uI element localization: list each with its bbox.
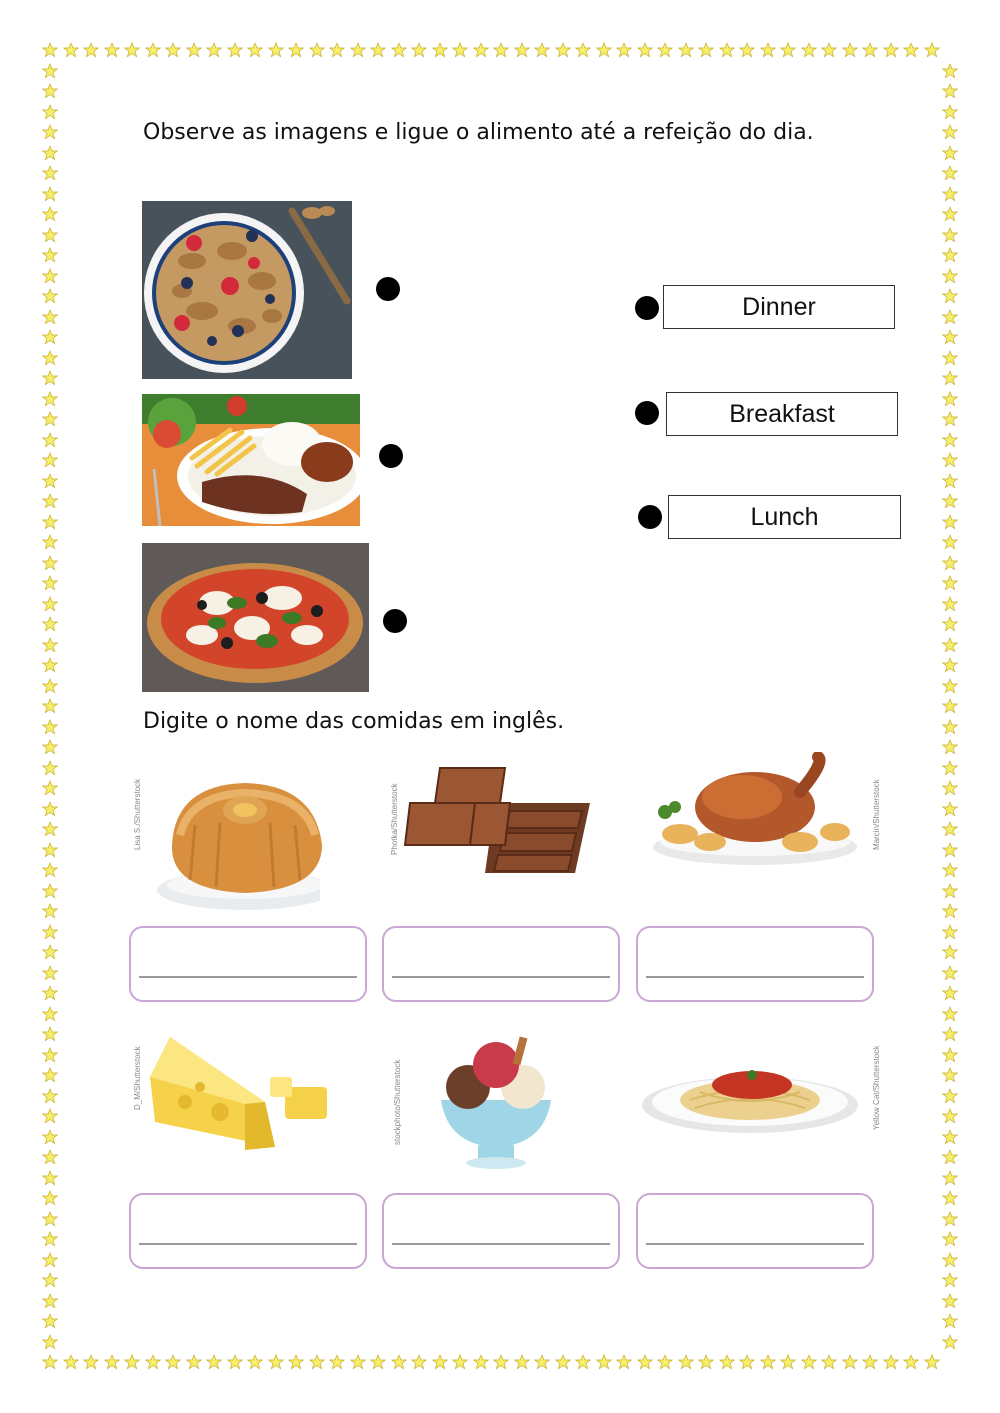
star-icon	[42, 1006, 58, 1022]
star-icon	[942, 186, 958, 202]
photo-2-connector-dot[interactable]	[379, 444, 403, 468]
star-icon	[616, 42, 632, 58]
photo-credit: D_M/Shutterstock	[133, 1046, 142, 1110]
star-icon	[942, 555, 958, 571]
meal-2-connector-dot[interactable]	[635, 401, 659, 425]
star-icon	[42, 247, 58, 263]
bundt-cake-image	[150, 765, 350, 920]
star-icon	[309, 42, 325, 58]
star-icon	[42, 924, 58, 940]
star-icon	[942, 821, 958, 837]
star-icon	[350, 1354, 366, 1370]
star-icon	[924, 42, 940, 58]
star-icon	[432, 42, 448, 58]
star-icon	[842, 1354, 858, 1370]
cheese-image	[145, 1032, 335, 1160]
star-icon	[942, 288, 958, 304]
star-icon	[42, 350, 58, 366]
star-icon	[575, 42, 591, 58]
star-icon	[42, 1272, 58, 1288]
star-icon	[42, 760, 58, 776]
meal-lunch-box	[668, 495, 901, 539]
star-icon	[124, 1354, 140, 1370]
star-icon	[942, 965, 958, 981]
star-icon	[719, 42, 735, 58]
star-icon	[42, 965, 58, 981]
star-icon	[473, 42, 489, 58]
star-icon	[473, 1354, 489, 1370]
star-icon	[370, 1354, 386, 1370]
star-icon	[411, 1354, 427, 1370]
star-icon	[760, 1354, 776, 1370]
star-icon	[942, 1252, 958, 1268]
star-icon	[42, 1252, 58, 1268]
star-icon	[42, 780, 58, 796]
star-icon	[942, 575, 958, 591]
star-icon	[268, 42, 284, 58]
star-icon	[534, 42, 550, 58]
answer-line	[139, 976, 357, 978]
star-icon	[842, 42, 858, 58]
star-icon	[942, 227, 958, 243]
star-icon	[942, 801, 958, 817]
star-icon	[124, 42, 140, 58]
star-icon	[698, 42, 714, 58]
star-icon	[452, 1354, 468, 1370]
star-icon	[942, 739, 958, 755]
star-icon	[942, 391, 958, 407]
star-icon	[942, 760, 958, 776]
star-icon	[942, 719, 958, 735]
star-icon	[42, 1088, 58, 1104]
star-icon	[288, 1354, 304, 1370]
star-icon	[268, 1354, 284, 1370]
star-icon	[942, 1129, 958, 1145]
star-icon	[616, 1354, 632, 1370]
star-icon	[942, 206, 958, 222]
star-icon	[42, 329, 58, 345]
star-icon	[411, 42, 427, 58]
star-icon	[924, 1354, 940, 1370]
star-icon	[42, 391, 58, 407]
star-icon	[575, 1354, 591, 1370]
star-icon	[42, 1129, 58, 1145]
star-icon	[942, 63, 958, 79]
roast-chicken-image	[650, 752, 862, 867]
star-icon	[42, 739, 58, 755]
star-icon	[186, 42, 202, 58]
star-icon	[862, 42, 878, 58]
star-icon	[42, 1026, 58, 1042]
star-icon	[780, 1354, 796, 1370]
star-icon	[42, 903, 58, 919]
photo-credit: Yellow Cat/Shutterstock	[872, 1045, 881, 1130]
star-icon	[42, 145, 58, 161]
type-instruction: Digite o nome das comidas em inglês.	[143, 709, 565, 734]
star-icon	[227, 42, 243, 58]
answer-line	[646, 976, 864, 978]
star-icon	[42, 42, 58, 58]
star-icon	[942, 411, 958, 427]
star-icon	[42, 985, 58, 1001]
star-icon	[942, 534, 958, 550]
star-icon	[596, 42, 612, 58]
star-icon	[942, 473, 958, 489]
star-icon	[942, 1211, 958, 1227]
star-icon	[42, 596, 58, 612]
star-icon	[42, 452, 58, 468]
star-icon	[206, 42, 222, 58]
star-icon	[432, 1354, 448, 1370]
star-icon	[942, 514, 958, 530]
star-icon	[942, 883, 958, 899]
answer-line	[139, 1243, 357, 1245]
photo-3-connector-dot[interactable]	[383, 609, 407, 633]
star-icon	[942, 842, 958, 858]
star-icon	[942, 1047, 958, 1063]
star-icon	[596, 1354, 612, 1370]
star-icon	[42, 206, 58, 222]
star-icon	[391, 1354, 407, 1370]
star-icon	[288, 42, 304, 58]
star-icon	[942, 903, 958, 919]
star-icon	[42, 411, 58, 427]
star-icon	[165, 42, 181, 58]
star-icon	[942, 1006, 958, 1022]
star-icon	[780, 42, 796, 58]
star-icon	[247, 1354, 263, 1370]
star-icon	[942, 698, 958, 714]
star-icon	[942, 104, 958, 120]
star-icon	[942, 370, 958, 386]
star-icon	[801, 42, 817, 58]
star-icon	[514, 1354, 530, 1370]
match-instruction: Observe as imagens e ligue o alimento até a refeição do dia.	[143, 120, 814, 145]
star-icon	[942, 944, 958, 960]
photo-credit: Marcin/Shutterstock	[872, 779, 881, 850]
star-icon	[534, 1354, 550, 1370]
star-icon	[942, 1334, 958, 1350]
star-icon	[678, 42, 694, 58]
star-icon	[42, 1067, 58, 1083]
answer-field-chicken[interactable]	[636, 926, 874, 1002]
star-icon	[165, 1354, 181, 1370]
star-icon	[657, 1354, 673, 1370]
star-icon	[42, 883, 58, 899]
star-icon	[42, 821, 58, 837]
star-icon	[883, 42, 899, 58]
star-icon	[942, 309, 958, 325]
star-icon	[42, 575, 58, 591]
star-icon	[942, 145, 958, 161]
star-icon	[42, 657, 58, 673]
star-icon	[329, 42, 345, 58]
star-icon	[104, 42, 120, 58]
star-icon	[942, 1149, 958, 1165]
star-icon	[145, 42, 161, 58]
star-icon	[657, 42, 673, 58]
meal-label: Dinner	[742, 292, 816, 321]
star-icon	[678, 1354, 694, 1370]
star-icon	[942, 616, 958, 632]
star-icon	[42, 124, 58, 140]
star-icon	[942, 657, 958, 673]
star-icon	[42, 698, 58, 714]
star-icon	[42, 165, 58, 181]
star-icon	[42, 493, 58, 509]
star-icon	[942, 1026, 958, 1042]
star-icon	[42, 1334, 58, 1350]
star-icon	[42, 227, 58, 243]
answer-field-cake[interactable]	[129, 926, 367, 1002]
star-icon	[42, 1313, 58, 1329]
star-icon	[801, 1354, 817, 1370]
star-icon	[42, 842, 58, 858]
star-icon	[350, 42, 366, 58]
star-icon	[942, 678, 958, 694]
star-icon	[42, 1047, 58, 1063]
star-icon	[739, 1354, 755, 1370]
star-icon	[942, 924, 958, 940]
star-icon	[760, 42, 776, 58]
photo-1-connector-dot[interactable]	[376, 277, 400, 301]
star-icon	[63, 1354, 79, 1370]
ice-cream-bowl-image	[436, 1035, 556, 1170]
star-icon	[42, 1211, 58, 1227]
answer-field-chocolate[interactable]	[382, 926, 620, 1002]
star-icon	[739, 42, 755, 58]
meal-3-connector-dot[interactable]	[638, 505, 662, 529]
star-icon	[247, 42, 263, 58]
star-icon	[42, 1354, 58, 1370]
star-icon	[942, 83, 958, 99]
star-icon	[942, 432, 958, 448]
star-icon	[942, 247, 958, 263]
star-icon	[942, 1313, 958, 1329]
answer-field-ice-cream[interactable]	[382, 1193, 620, 1269]
meal-1-connector-dot[interactable]	[635, 296, 659, 320]
star-icon	[942, 268, 958, 284]
photo-credit: Photka/Shutterstock	[390, 783, 399, 855]
chocolate-bar-image	[400, 763, 595, 875]
star-icon	[821, 42, 837, 58]
star-icon	[42, 534, 58, 550]
star-icon	[391, 42, 407, 58]
meal-breakfast-box	[666, 392, 898, 436]
star-icon	[514, 42, 530, 58]
star-icon	[903, 42, 919, 58]
star-icon	[42, 370, 58, 386]
star-icon	[942, 165, 958, 181]
star-icon	[942, 124, 958, 140]
star-icon	[862, 1354, 878, 1370]
star-icon	[42, 637, 58, 653]
star-icon	[942, 452, 958, 468]
star-icon	[942, 1108, 958, 1124]
star-icon	[309, 1354, 325, 1370]
star-icon	[942, 1231, 958, 1247]
star-icon	[555, 1354, 571, 1370]
photo-credit: stockphoto/Shutterstock	[393, 1059, 402, 1145]
star-icon	[883, 1354, 899, 1370]
star-icon	[42, 1231, 58, 1247]
star-icon	[821, 1354, 837, 1370]
star-icon	[42, 1170, 58, 1186]
star-icon	[42, 83, 58, 99]
answer-line	[646, 1243, 864, 1245]
star-icon	[42, 862, 58, 878]
star-icon	[637, 42, 653, 58]
answer-line	[392, 976, 610, 978]
star-icon	[942, 493, 958, 509]
star-icon	[942, 780, 958, 796]
star-icon	[42, 268, 58, 284]
pizza-photo	[142, 543, 369, 692]
star-icon	[42, 944, 58, 960]
star-icon	[942, 1067, 958, 1083]
spaghetti-image	[640, 1060, 860, 1135]
star-icon	[63, 42, 79, 58]
star-icon	[370, 42, 386, 58]
star-icon	[42, 801, 58, 817]
meal-label: Breakfast	[729, 399, 835, 428]
star-icon	[42, 616, 58, 632]
star-icon	[942, 1088, 958, 1104]
star-icon	[83, 42, 99, 58]
star-icon	[42, 473, 58, 489]
star-icon	[186, 1354, 202, 1370]
star-icon	[42, 1108, 58, 1124]
star-icon	[903, 1354, 919, 1370]
star-icon	[42, 678, 58, 694]
star-icon	[42, 719, 58, 735]
answer-field-spaghetti[interactable]	[636, 1193, 874, 1269]
star-icon	[942, 985, 958, 1001]
star-icon	[555, 42, 571, 58]
star-icon	[42, 555, 58, 571]
rice-steak-fries-plate-photo	[142, 394, 360, 526]
star-icon	[42, 288, 58, 304]
cereal-bowl-photo	[142, 201, 352, 379]
star-icon	[42, 63, 58, 79]
star-icon	[42, 104, 58, 120]
star-icon	[719, 1354, 735, 1370]
star-icon	[942, 329, 958, 345]
star-icon	[942, 1170, 958, 1186]
star-icon	[698, 1354, 714, 1370]
star-icon	[227, 1354, 243, 1370]
star-icon	[942, 862, 958, 878]
star-icon	[329, 1354, 345, 1370]
meal-label: Lunch	[750, 502, 819, 531]
meal-dinner-box	[663, 285, 895, 329]
star-icon	[942, 1272, 958, 1288]
star-icon	[493, 1354, 509, 1370]
star-icon	[145, 1354, 161, 1370]
star-icon	[42, 186, 58, 202]
star-icon	[493, 42, 509, 58]
star-icon	[83, 1354, 99, 1370]
star-icon	[42, 1190, 58, 1206]
photo-credit: Lisa S./Shutterstock	[133, 778, 142, 850]
star-icon	[637, 1354, 653, 1370]
star-icon	[42, 514, 58, 530]
star-icon	[206, 1354, 222, 1370]
star-icon	[942, 350, 958, 366]
star-icon	[42, 1149, 58, 1165]
star-icon	[42, 309, 58, 325]
star-icon	[42, 432, 58, 448]
star-icon	[42, 1293, 58, 1309]
answer-line	[392, 1243, 610, 1245]
star-icon	[942, 1293, 958, 1309]
star-icon	[452, 42, 468, 58]
star-icon	[104, 1354, 120, 1370]
answer-field-cheese[interactable]	[129, 1193, 367, 1269]
star-icon	[942, 1190, 958, 1206]
star-icon	[942, 637, 958, 653]
star-icon	[942, 596, 958, 612]
